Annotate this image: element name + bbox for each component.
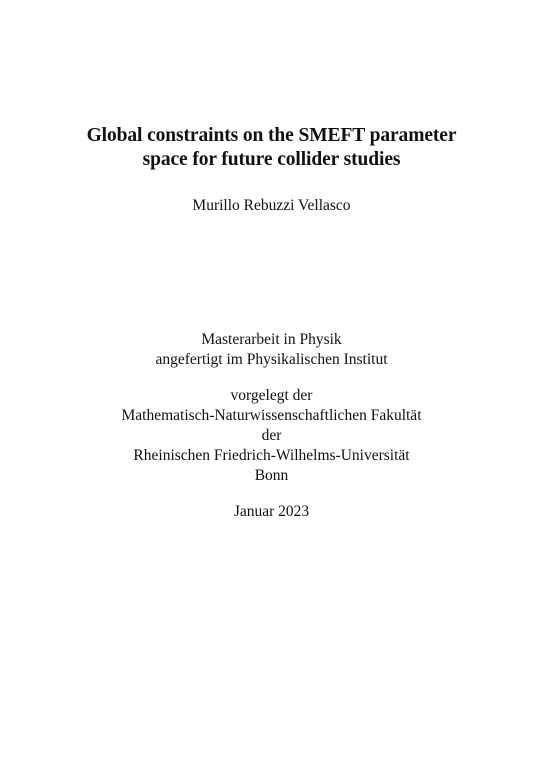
submission-connector: der xyxy=(261,427,282,444)
spacer xyxy=(0,486,543,502)
submission-line: vorgelegt der xyxy=(230,387,313,404)
city-name: Bonn xyxy=(254,467,289,484)
spacer xyxy=(0,370,543,386)
submission-date: Januar 2023 xyxy=(233,503,310,520)
author-name: Murillo Rebuzzi Vellasco xyxy=(192,197,351,214)
university-name: Rheinischen Friedrich-Wilhelms-Universität xyxy=(133,447,410,464)
faculty-name: Mathematisch-Naturwissenschaftlichen Fakultät xyxy=(121,407,422,424)
thesis-info xyxy=(0,330,543,522)
thesis-institute: angefertigt im Physikalischen Institut xyxy=(155,351,388,368)
thesis-title xyxy=(0,124,543,172)
thesis-title-line-2: space for future collider studies xyxy=(142,149,401,170)
thesis-title-line-1: Global constraints on the SMEFT parameter xyxy=(86,125,457,146)
thesis-type: Masterarbeit in Physik xyxy=(201,331,342,348)
